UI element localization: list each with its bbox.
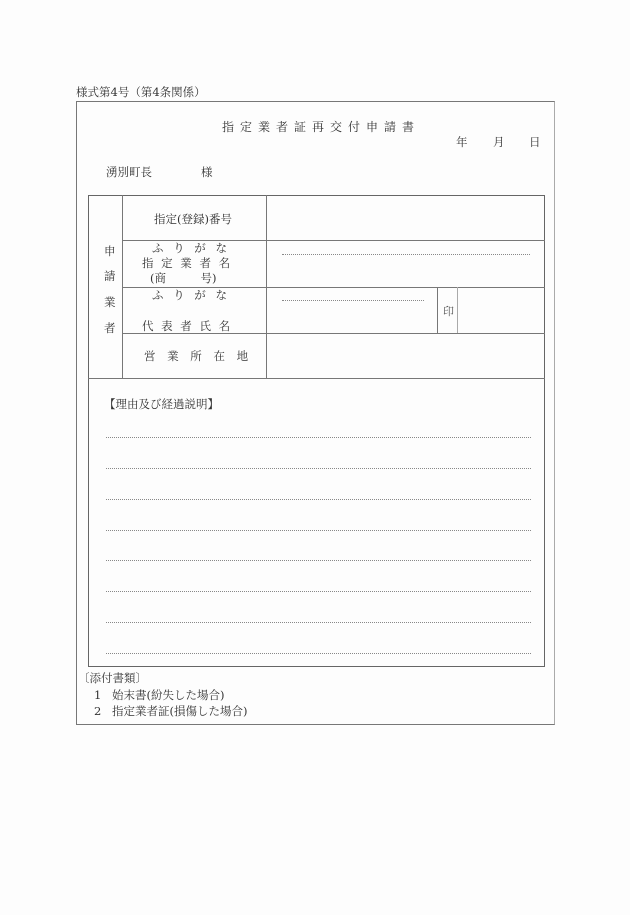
addressee: 湧別町長 <box>106 165 152 179</box>
group-label-char-1: 申 <box>104 244 116 258</box>
office-address-label: 営 業 所 在 地 <box>144 349 253 363</box>
reason-text-area[interactable] <box>90 415 543 665</box>
attachments-title: 〔添付書類〕 <box>78 671 147 685</box>
row-divider-4 <box>88 378 545 379</box>
company-name-field[interactable] <box>268 242 544 286</box>
date-day-label: 日 <box>529 135 541 149</box>
date-year-label: 年 <box>456 135 468 149</box>
trade-name-label: (商 号) <box>150 271 217 285</box>
seal-mark: 印 <box>443 305 454 318</box>
attachment-item-1 <box>94 687 224 703</box>
attachment-number: 2 <box>94 704 102 718</box>
reason-label: 【理由及び経過説明】 <box>104 397 219 411</box>
representative-name-field[interactable] <box>268 289 436 332</box>
registration-number-field[interactable] <box>268 197 544 239</box>
date-month-label: 月 <box>493 135 505 149</box>
representative-name-label: 代 表 者 氏 名 <box>142 319 233 333</box>
attachment-text: 始末書(紛失した場合) <box>112 688 225 702</box>
company-furigana-label: ふ り が な <box>152 241 230 255</box>
attachment-item-2 <box>94 703 247 719</box>
seal-divider-right <box>457 287 458 333</box>
office-address-field[interactable] <box>268 335 544 377</box>
registration-number-label: 指定(登録)番号 <box>154 212 232 226</box>
seal-divider-left <box>437 287 438 333</box>
attachment-text: 指定業者証(損傷した場合) <box>112 704 248 718</box>
group-label-char-3: 業 <box>104 295 116 309</box>
group-label-char-2: 請 <box>104 269 116 283</box>
honorific: 様 <box>201 165 213 179</box>
company-name-label: 指 定 業 者 名 <box>142 256 233 270</box>
attachment-number: 1 <box>94 688 102 702</box>
representative-furigana-label: ふ り が な <box>152 288 230 302</box>
group-label-char-4: 者 <box>104 321 116 335</box>
document-title: 指定業者証再交付申請書 <box>222 120 421 134</box>
form-number: 様式第4号（第4条関係） <box>76 85 206 99</box>
seal-area[interactable] <box>459 289 544 332</box>
